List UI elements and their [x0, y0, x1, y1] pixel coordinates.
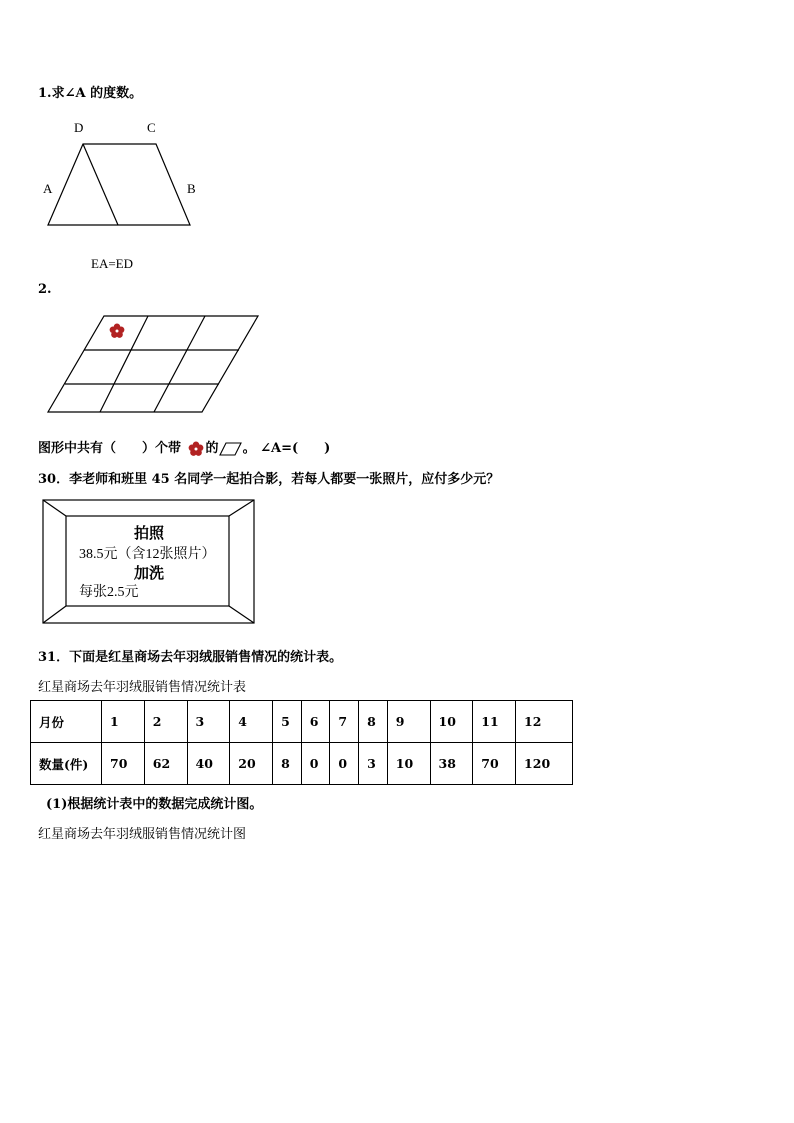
month-cell: 8	[359, 701, 388, 743]
sign-corner-tr	[229, 500, 254, 516]
quantity-cell: 62	[144, 743, 187, 785]
q31-title: 31．下面是红星商场去年羽绒服销售情况的统计表。	[38, 650, 343, 665]
parallelogram-grid	[44, 312, 264, 417]
sign-heading-reprint: 加洗	[134, 564, 165, 582]
sign-line-photo-price: 38.5元（含12张照片）	[79, 547, 216, 562]
quantity-cell: 70	[102, 743, 145, 785]
quantity-cell: 8	[273, 743, 302, 785]
trapezoid-figure	[36, 112, 216, 277]
month-cell: 4	[230, 701, 273, 743]
quantity-cell: 10	[387, 743, 430, 785]
month-cell: 11	[473, 701, 516, 743]
quantity-cell: 70	[473, 743, 516, 785]
month-cell: 9	[387, 701, 430, 743]
month-cell: 1	[102, 701, 145, 743]
trapezoid-segment-de	[83, 144, 118, 225]
label-a: A	[43, 181, 53, 196]
quantity-cell: 0	[301, 743, 330, 785]
label-b: B	[187, 181, 196, 196]
flower-icon	[186, 440, 206, 458]
grid-outline	[48, 316, 258, 412]
quantity-cell: 0	[330, 743, 359, 785]
sign-corner-tl	[43, 500, 66, 516]
month-cell: 6	[301, 701, 330, 743]
label-c: C	[147, 120, 156, 135]
q2-title: 2.	[38, 282, 52, 297]
flower-icon	[110, 324, 125, 338]
quantity-cell: 20	[230, 743, 273, 785]
quantity-cell: 120	[516, 743, 573, 785]
sign-corner-bl	[43, 606, 66, 623]
q2-text-mid: 的	[205, 441, 219, 456]
quantity-cell: 38	[430, 743, 473, 785]
table-title: 红星商场去年羽绒服销售情况统计表	[38, 680, 247, 695]
sign-heading-photo: 拍照	[134, 524, 165, 542]
grid-col-line-2	[154, 316, 205, 412]
q30-title: 30．李老师和班里 45 名同学一起拍合影，若每人都要一张照片，应付多少元？	[38, 472, 500, 487]
q31-subquestion-1: (1)根据统计表中的数据完成统计图。	[46, 797, 263, 812]
month-cell: 3	[187, 701, 230, 743]
sign-corner-br	[229, 606, 254, 623]
month-cell: 7	[330, 701, 359, 743]
q2-text-before: 图形中共有（ ）个带	[38, 441, 182, 456]
row-header-quantity: 数量(件)	[31, 743, 102, 785]
table-row-quantities	[31, 743, 573, 785]
trapezoid-outline	[48, 144, 190, 225]
quantity-cell: 40	[187, 743, 230, 785]
month-cell: 5	[273, 701, 302, 743]
q2-question	[38, 437, 330, 458]
label-d: D	[74, 120, 84, 135]
q1-caption: EA=ED	[91, 256, 133, 271]
chart-title: 红星商场去年羽绒服销售情况统计图	[38, 827, 247, 842]
month-cell: 2	[144, 701, 187, 743]
parallelogram-icon	[219, 441, 243, 457]
q1-title: 1.求∠A 的度数。	[38, 86, 143, 101]
month-cell: 10	[430, 701, 473, 743]
quantity-cell: 3	[359, 743, 388, 785]
row-header-month: 月份	[31, 701, 102, 743]
q2-text-after: 。 ∠A=( )	[242, 441, 331, 456]
table-row-months	[31, 701, 573, 743]
sign-line-reprint-price: 每张2.5元	[79, 585, 139, 600]
month-cell: 12	[516, 701, 573, 743]
sales-table	[30, 700, 573, 785]
